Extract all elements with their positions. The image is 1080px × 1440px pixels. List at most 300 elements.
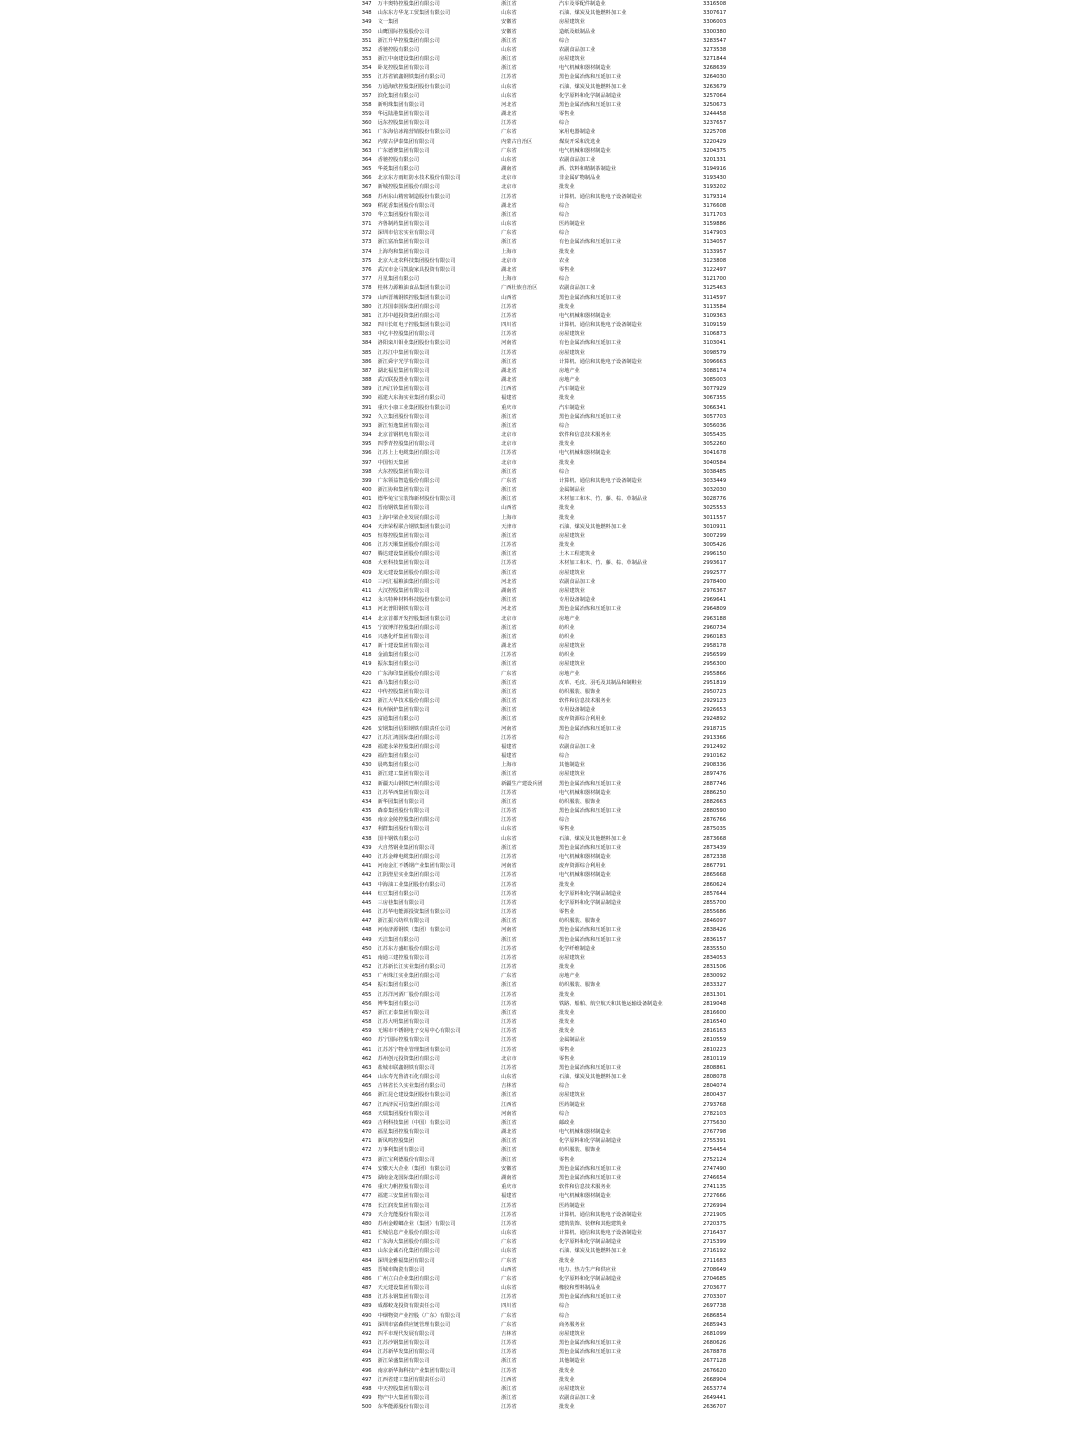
province-cell: 湖北省 bbox=[501, 111, 517, 118]
company-name-cell: 南京金陵控股集团有限公司 bbox=[377, 817, 440, 824]
rank-cell: 444 bbox=[361, 890, 372, 897]
industry-cell: 纺织服装、服饰业 bbox=[558, 918, 601, 925]
province-cell: 北京市 bbox=[501, 459, 517, 466]
industry-cell: 批发业 bbox=[558, 459, 575, 466]
company-name-cell: 江苏汇鸿国际集团有限公司 bbox=[377, 734, 440, 741]
industry-cell: 农副食品加工业 bbox=[558, 46, 596, 53]
industry-cell: 木材加工和木、竹、藤、棕、草制品业 bbox=[558, 496, 648, 503]
province-cell: 江苏省 bbox=[501, 1046, 517, 1053]
company-name-cell: 新城控股集团股份有限公司 bbox=[377, 184, 440, 191]
rank-cell: 403 bbox=[361, 514, 372, 521]
table-row bbox=[352, 1202, 752, 1211]
company-name-cell: 振东集团有限公司 bbox=[377, 661, 420, 668]
revenue-cell: 2950723 bbox=[703, 688, 727, 695]
revenue-cell: 2960183 bbox=[703, 633, 727, 640]
industry-cell: 电气机械和器材制造业 bbox=[558, 312, 611, 319]
province-cell: 江苏省 bbox=[501, 954, 517, 961]
province-cell: 广西壮族自治区 bbox=[501, 285, 538, 292]
province-cell: 江苏省 bbox=[501, 1211, 517, 1218]
province-cell: 广东省 bbox=[501, 973, 517, 980]
company-name-cell: 河南金汇不锈钢产业集团有限公司 bbox=[377, 863, 456, 870]
industry-cell: 农副食品加工业 bbox=[558, 156, 596, 163]
revenue-cell: 2810559 bbox=[703, 1037, 727, 1044]
rank-cell: 483 bbox=[361, 1248, 372, 1255]
company-name-cell: 兴惠化纤集团有限公司 bbox=[377, 633, 430, 640]
company-name-cell: 江苏东方盛虹股份有限公司 bbox=[377, 945, 440, 952]
industry-cell: 计算机、通信和其他电子设备制造业 bbox=[558, 1211, 642, 1218]
revenue-cell: 2835550 bbox=[703, 945, 727, 952]
province-cell: 江苏省 bbox=[501, 74, 517, 81]
industry-cell: 电气机械和器材制造业 bbox=[558, 147, 611, 154]
revenue-cell: 2741135 bbox=[703, 1184, 727, 1191]
province-cell: 浙江省 bbox=[501, 1092, 517, 1099]
table-row bbox=[352, 1238, 752, 1247]
company-name-cell: 远东控股集团有限公司 bbox=[377, 120, 430, 127]
company-name-cell: 新疆天山钢铁巴州有限公司 bbox=[377, 780, 440, 787]
company-name-cell: 安徽天大企业（集团）有限公司 bbox=[377, 1165, 451, 1172]
table-row bbox=[352, 9, 752, 18]
revenue-cell: 3106873 bbox=[703, 331, 727, 338]
province-cell: 河南省 bbox=[501, 1110, 517, 1117]
table-row bbox=[352, 945, 752, 954]
revenue-cell: 2721905 bbox=[703, 1211, 727, 1218]
table-row bbox=[352, 642, 752, 651]
company-name-cell: 广州立白企业集团有限公司 bbox=[377, 1275, 440, 1282]
table-row bbox=[352, 550, 752, 559]
rank-cell: 475 bbox=[361, 1175, 372, 1181]
province-cell: 福建省 bbox=[501, 1193, 517, 1200]
table-row bbox=[352, 193, 752, 202]
province-cell: 山东省 bbox=[501, 1230, 517, 1237]
rank-cell: 418 bbox=[361, 652, 372, 659]
industry-cell: 房屋建筑业 bbox=[558, 588, 585, 594]
rank-cell: 436 bbox=[361, 817, 372, 824]
province-cell: 湖南省 bbox=[501, 1175, 517, 1181]
company-name-cell: 深圳金雅福集团有限公司 bbox=[377, 1257, 435, 1264]
province-cell: 浙江省 bbox=[501, 707, 517, 714]
rank-cell: 476 bbox=[361, 1184, 372, 1191]
industry-cell: 农副食品加工业 bbox=[558, 285, 596, 292]
revenue-cell: 2793768 bbox=[703, 1101, 727, 1108]
revenue-cell: 2873668 bbox=[703, 835, 727, 842]
province-cell: 浙江省 bbox=[501, 1395, 517, 1402]
province-cell: 广东省 bbox=[501, 670, 517, 677]
rank-cell: 359 bbox=[361, 111, 372, 118]
table-row bbox=[352, 991, 752, 1000]
rank-cell: 347 bbox=[361, 1, 372, 7]
revenue-cell: 2816163 bbox=[703, 1028, 727, 1035]
rank-cell: 426 bbox=[361, 725, 372, 732]
industry-cell: 批发业 bbox=[558, 1257, 575, 1264]
table-row bbox=[352, 936, 752, 945]
province-cell: 河北省 bbox=[501, 101, 517, 108]
revenue-cell: 3257064 bbox=[703, 92, 727, 99]
company-name-cell: 华菱集团有限公司 bbox=[377, 166, 420, 173]
table-row bbox=[352, 532, 752, 541]
province-cell: 浙江省 bbox=[501, 569, 517, 576]
province-cell: 福建省 bbox=[501, 743, 517, 750]
company-name-cell: 晋南钢铁集团有限公司 bbox=[377, 505, 430, 512]
company-name-cell: 三河汇福粮油集团有限公司 bbox=[377, 578, 440, 585]
table-row bbox=[352, 981, 752, 990]
rank-cell: 498 bbox=[361, 1385, 372, 1392]
province-cell: 江苏省 bbox=[501, 560, 517, 567]
revenue-cell: 2686854 bbox=[703, 1312, 727, 1319]
revenue-cell: 2816600 bbox=[703, 1009, 727, 1016]
rank-cell: 414 bbox=[361, 615, 372, 622]
rank-cell: 434 bbox=[361, 798, 372, 805]
rank-cell: 438 bbox=[361, 835, 372, 842]
company-name-cell: 大东控股集团有限公司 bbox=[377, 468, 430, 475]
industry-cell: 房屋建筑业 bbox=[558, 349, 585, 356]
province-cell: 河南省 bbox=[501, 340, 517, 347]
industry-cell: 批发业 bbox=[558, 505, 575, 512]
industry-cell: 建筑装饰、装修和其他建筑业 bbox=[558, 1220, 627, 1227]
revenue-cell: 2716192 bbox=[703, 1248, 727, 1255]
rank-cell: 462 bbox=[361, 1055, 372, 1062]
province-cell: 江苏省 bbox=[501, 349, 517, 356]
table-row bbox=[352, 73, 752, 82]
province-cell: 江苏省 bbox=[501, 945, 517, 952]
revenue-cell: 2992577 bbox=[703, 569, 727, 576]
company-name-cell: 苏州金螳螂企业（集团）有限公司 bbox=[377, 1220, 456, 1227]
revenue-cell: 2836157 bbox=[703, 936, 727, 943]
revenue-cell: 3220429 bbox=[703, 138, 727, 145]
table-row bbox=[352, 926, 752, 935]
industry-cell: 石油、煤炭及其他燃料加工业 bbox=[558, 83, 627, 90]
province-cell: 广东省 bbox=[501, 147, 517, 154]
industry-cell: 化学原料和化学制品制造业 bbox=[558, 1138, 622, 1145]
revenue-cell: 3055435 bbox=[703, 432, 727, 439]
rank-cell: 413 bbox=[361, 606, 372, 613]
rank-cell: 427 bbox=[361, 734, 372, 741]
table-row bbox=[352, 92, 752, 101]
table-row bbox=[352, 1302, 752, 1311]
table-row bbox=[352, 138, 752, 147]
rank-cell: 394 bbox=[361, 432, 372, 439]
rank-cell: 397 bbox=[361, 459, 372, 466]
rank-cell: 355 bbox=[361, 74, 372, 81]
industry-cell: 木材加工和木、竹、藤、棕、草制品业 bbox=[558, 560, 648, 567]
industry-cell: 房屋建筑业 bbox=[558, 771, 585, 778]
company-name-cell: 四季青控股集团有限公司 bbox=[377, 441, 435, 448]
revenue-cell: 3122497 bbox=[703, 266, 727, 273]
rank-cell: 420 bbox=[361, 670, 372, 677]
industry-cell: 房屋建筑业 bbox=[558, 954, 585, 961]
province-cell: 江苏省 bbox=[501, 1064, 517, 1071]
province-cell: 山东省 bbox=[501, 46, 517, 53]
province-cell: 天津市 bbox=[501, 523, 517, 530]
rank-cell: 408 bbox=[361, 560, 372, 567]
province-cell: 江苏省 bbox=[501, 1404, 517, 1411]
province-cell: 四川省 bbox=[501, 322, 517, 329]
rank-cell: 428 bbox=[361, 743, 372, 750]
province-cell: 浙江省 bbox=[501, 37, 517, 44]
province-cell: 内蒙古自治区 bbox=[501, 138, 533, 145]
revenue-cell: 3085003 bbox=[703, 377, 727, 384]
revenue-cell: 3273538 bbox=[703, 46, 727, 53]
industry-cell: 批发业 bbox=[558, 964, 575, 971]
revenue-cell: 2887746 bbox=[703, 780, 727, 787]
table-row bbox=[352, 504, 752, 513]
industry-cell: 综合 bbox=[558, 1312, 570, 1319]
province-cell: 浙江省 bbox=[501, 698, 517, 705]
rank-cell: 406 bbox=[361, 542, 372, 549]
rank-cell: 448 bbox=[361, 927, 372, 934]
province-cell: 江苏省 bbox=[501, 312, 517, 319]
province-cell: 浙江省 bbox=[501, 239, 517, 246]
revenue-cell: 2838426 bbox=[703, 927, 727, 934]
industry-cell: 土木工程建筑业 bbox=[558, 551, 596, 558]
industry-cell: 综合 bbox=[558, 276, 570, 283]
company-name-cell: 浙江富冶集团有限公司 bbox=[377, 239, 430, 246]
company-name-cell: 江苏天顺集团股份有限公司 bbox=[377, 542, 440, 549]
industry-cell: 批发业 bbox=[558, 1376, 575, 1383]
industry-cell: 房屋建筑业 bbox=[558, 1385, 585, 1392]
company-name-cell: 天合光能股份有限公司 bbox=[377, 1211, 430, 1218]
table-row bbox=[352, 890, 752, 899]
province-cell: 江苏省 bbox=[501, 1000, 517, 1007]
company-name-cell: 新凤鸣控股集团 bbox=[377, 1138, 414, 1145]
company-name-cell: 江西济民可信集团有限公司 bbox=[377, 1101, 440, 1108]
company-name-cell: 博华集团有限公司 bbox=[377, 1000, 420, 1007]
table-row bbox=[352, 468, 752, 477]
company-name-cell: 无锡市不锈钢电子交易中心有限公司 bbox=[377, 1028, 461, 1035]
province-cell: 江苏省 bbox=[501, 1220, 517, 1227]
table-row bbox=[352, 385, 752, 394]
revenue-cell: 2676620 bbox=[703, 1367, 727, 1374]
rank-cell: 352 bbox=[361, 46, 372, 53]
revenue-cell: 3133957 bbox=[703, 248, 727, 255]
rank-cell: 472 bbox=[361, 1147, 372, 1154]
company-name-cell: 利群集团股份有限公司 bbox=[377, 826, 430, 833]
table-row bbox=[352, 440, 752, 449]
table-row bbox=[352, 147, 752, 156]
company-name-cell: 江苏金峰电缆集团有限公司 bbox=[377, 853, 440, 860]
table-row bbox=[352, 284, 752, 293]
table-row bbox=[352, 449, 752, 458]
industry-cell: 专用设备制造业 bbox=[558, 597, 596, 604]
industry-cell: 软件和信息技术服务业 bbox=[558, 1184, 611, 1191]
company-name-cell: 四川长虹电子控股集团有限公司 bbox=[377, 322, 451, 329]
company-name-cell: 万通海欣控股集团股份有限公司 bbox=[377, 83, 451, 90]
province-cell: 山东省 bbox=[501, 826, 517, 833]
industry-cell: 计算机、通信和其他电子设备制造业 bbox=[558, 1230, 642, 1237]
revenue-cell: 2800437 bbox=[703, 1092, 727, 1099]
company-name-cell: 华立集团股份有限公司 bbox=[377, 211, 430, 218]
revenue-cell: 2873439 bbox=[703, 844, 727, 851]
table-row bbox=[352, 587, 752, 596]
province-cell: 江苏省 bbox=[501, 450, 517, 457]
company-name-cell: 浙江建工集团有限公司 bbox=[377, 771, 430, 778]
revenue-cell: 2677128 bbox=[703, 1358, 727, 1365]
rank-cell: 384 bbox=[361, 340, 372, 347]
industry-cell: 零售业 bbox=[558, 111, 575, 118]
revenue-cell: 2747490 bbox=[703, 1165, 727, 1172]
company-name-cell: 齐鲁制药集团有限公司 bbox=[377, 221, 430, 228]
industry-cell: 综合 bbox=[558, 468, 570, 475]
revenue-cell: 2926653 bbox=[703, 707, 727, 714]
province-cell: 江苏省 bbox=[501, 1028, 517, 1035]
province-cell: 浙江省 bbox=[501, 679, 517, 686]
province-cell: 浙江省 bbox=[501, 771, 517, 778]
industry-cell: 黑色金属冶炼和压延加工业 bbox=[558, 74, 622, 81]
rank-cell: 449 bbox=[361, 936, 372, 943]
province-cell: 江苏省 bbox=[501, 853, 517, 860]
table-row bbox=[352, 1101, 752, 1110]
company-name-cell: 物产中大集团有限公司 bbox=[377, 1395, 430, 1402]
revenue-cell: 2876766 bbox=[703, 817, 727, 824]
company-name-cell: 红豆集团有限公司 bbox=[377, 890, 420, 897]
revenue-cell: 2711683 bbox=[703, 1257, 727, 1264]
company-name-cell: 中传控股集团有限公司 bbox=[377, 688, 430, 695]
table-row bbox=[352, 339, 752, 348]
company-name-cell: 吉利科技集团（中国）有限公司 bbox=[377, 1119, 451, 1126]
industry-cell: 综合 bbox=[558, 817, 570, 824]
industry-cell: 批发业 bbox=[558, 184, 575, 191]
company-name-cell: 浙江荣盛集团有限公司 bbox=[377, 1358, 430, 1365]
revenue-cell: 2956599 bbox=[703, 652, 727, 659]
revenue-cell: 3194916 bbox=[703, 166, 727, 173]
company-name-cell: 浙江振兴纺织有限公司 bbox=[377, 918, 430, 925]
industry-cell: 黑色金属冶炼和压延加工业 bbox=[558, 1175, 622, 1181]
province-cell: 安徽省 bbox=[501, 19, 517, 26]
company-name-cell: 天津荣程联合钢铁集团有限公司 bbox=[377, 523, 451, 530]
table-row bbox=[352, 679, 752, 688]
company-name-cell: 湖南金龙国际集团有限公司 bbox=[377, 1175, 440, 1181]
province-cell: 北京市 bbox=[501, 441, 517, 448]
table-row bbox=[352, 1266, 752, 1275]
company-name-cell: 德华兔宝宝装饰新材股份有限公司 bbox=[377, 496, 456, 503]
table-row bbox=[352, 1192, 752, 1201]
rank-cell: 459 bbox=[361, 1028, 372, 1035]
rank-cell: 416 bbox=[361, 633, 372, 640]
table-row bbox=[352, 725, 752, 734]
rank-cell: 372 bbox=[361, 230, 372, 237]
company-name-cell: 江苏华西集团有限公司 bbox=[377, 789, 430, 796]
table-row bbox=[352, 294, 752, 303]
table-row bbox=[352, 1183, 752, 1192]
table-row bbox=[352, 789, 752, 798]
industry-cell: 批发业 bbox=[558, 1404, 575, 1411]
table-row bbox=[352, 651, 752, 660]
industry-cell: 黑色金属冶炼和压延加工业 bbox=[558, 1349, 622, 1356]
province-cell: 浙江省 bbox=[501, 633, 517, 640]
province-cell: 山西省 bbox=[501, 294, 517, 301]
province-cell: 湖南省 bbox=[501, 166, 517, 173]
province-cell: 江苏省 bbox=[501, 890, 517, 897]
province-cell: 山西省 bbox=[501, 1266, 517, 1273]
province-cell: 江苏省 bbox=[501, 303, 517, 310]
revenue-cell: 2720375 bbox=[703, 1220, 727, 1227]
industry-cell: 黑色金属冶炼和压延加工业 bbox=[558, 101, 622, 108]
industry-cell: 房地产业 bbox=[558, 670, 580, 677]
rank-cell: 407 bbox=[361, 551, 372, 558]
revenue-cell: 2908336 bbox=[703, 762, 727, 769]
revenue-cell: 2978400 bbox=[703, 578, 727, 585]
company-name-cell: 浙江正泰集团有限公司 bbox=[377, 1009, 430, 1016]
table-row bbox=[352, 1357, 752, 1366]
company-name-cell: 振石集团有限公司 bbox=[377, 982, 420, 989]
industry-cell: 黑色金属冶炼和压延加工业 bbox=[558, 936, 622, 943]
table-row bbox=[352, 1339, 752, 1348]
revenue-cell: 3052260 bbox=[703, 441, 727, 448]
industry-cell: 金属制品业 bbox=[558, 487, 585, 494]
industry-cell: 批发业 bbox=[558, 1019, 575, 1026]
table-row bbox=[352, 266, 752, 275]
rank-cell: 404 bbox=[361, 523, 372, 530]
revenue-cell: 3040584 bbox=[703, 459, 727, 466]
rank-cell: 429 bbox=[361, 753, 372, 760]
province-cell: 浙江省 bbox=[501, 468, 517, 475]
revenue-cell: 2929123 bbox=[703, 698, 727, 705]
revenue-cell: 3098579 bbox=[703, 349, 727, 356]
rank-cell: 424 bbox=[361, 707, 372, 714]
rank-cell: 432 bbox=[361, 780, 372, 787]
industry-cell: 农副食品加工业 bbox=[558, 743, 596, 750]
rank-cell: 482 bbox=[361, 1239, 372, 1246]
province-cell: 江苏省 bbox=[501, 120, 517, 127]
province-cell: 广东省 bbox=[501, 1257, 517, 1264]
province-cell: 吉林省 bbox=[501, 1083, 517, 1090]
revenue-cell: 3005426 bbox=[703, 542, 727, 549]
company-name-cell: 江苏中超投资集团有限公司 bbox=[377, 312, 440, 319]
table-row bbox=[352, 1009, 752, 1018]
industry-cell: 零售业 bbox=[558, 1046, 575, 1053]
table-row bbox=[352, 413, 752, 422]
company-name-cell: 上海中梁企业发展有限公司 bbox=[377, 514, 440, 521]
rank-cell: 386 bbox=[361, 358, 372, 365]
company-name-cell: 文一集团 bbox=[377, 19, 399, 26]
table-row bbox=[352, 871, 752, 880]
table-row bbox=[352, 605, 752, 614]
rank-cell: 349 bbox=[361, 19, 372, 26]
revenue-cell: 3088174 bbox=[703, 367, 727, 374]
rank-cell: 484 bbox=[361, 1257, 372, 1264]
revenue-cell: 2810119 bbox=[703, 1055, 727, 1062]
revenue-cell: 2704685 bbox=[703, 1275, 727, 1282]
rank-cell: 411 bbox=[361, 588, 372, 594]
table-row bbox=[352, 743, 752, 752]
revenue-cell: 2697738 bbox=[703, 1303, 727, 1310]
industry-cell: 纺织业 bbox=[558, 652, 575, 659]
industry-cell: 纺织服装、服饰业 bbox=[558, 1147, 601, 1154]
table-row bbox=[352, 1000, 752, 1009]
province-cell: 浙江省 bbox=[501, 358, 517, 365]
industry-cell: 农副食品加工业 bbox=[558, 578, 596, 585]
table-row bbox=[352, 1247, 752, 1256]
revenue-cell: 2782103 bbox=[703, 1110, 727, 1117]
industry-cell: 批发业 bbox=[558, 991, 575, 998]
industry-cell: 房屋建筑业 bbox=[558, 532, 585, 539]
province-cell: 安徽省 bbox=[501, 28, 517, 35]
province-cell: 浙江省 bbox=[501, 1385, 517, 1392]
rank-cell: 470 bbox=[361, 1129, 372, 1136]
revenue-cell: 3066341 bbox=[703, 404, 727, 411]
rank-cell: 440 bbox=[361, 853, 372, 860]
industry-cell: 批发业 bbox=[558, 1009, 575, 1016]
industry-cell: 黑色金属冶炼和压延加工业 bbox=[558, 844, 622, 851]
revenue-cell: 2808078 bbox=[703, 1074, 727, 1081]
rank-cell: 433 bbox=[361, 789, 372, 796]
revenue-cell: 3028776 bbox=[703, 496, 727, 503]
table-row bbox=[352, 752, 752, 761]
industry-cell: 黑色金属冶炼和压延加工业 bbox=[558, 780, 622, 787]
table-row bbox=[352, 1312, 752, 1321]
company-name-cell: 江苏苏宁物业管理集团有限公司 bbox=[377, 1046, 451, 1053]
rank-cell: 485 bbox=[361, 1266, 372, 1273]
table-row bbox=[352, 1119, 752, 1128]
